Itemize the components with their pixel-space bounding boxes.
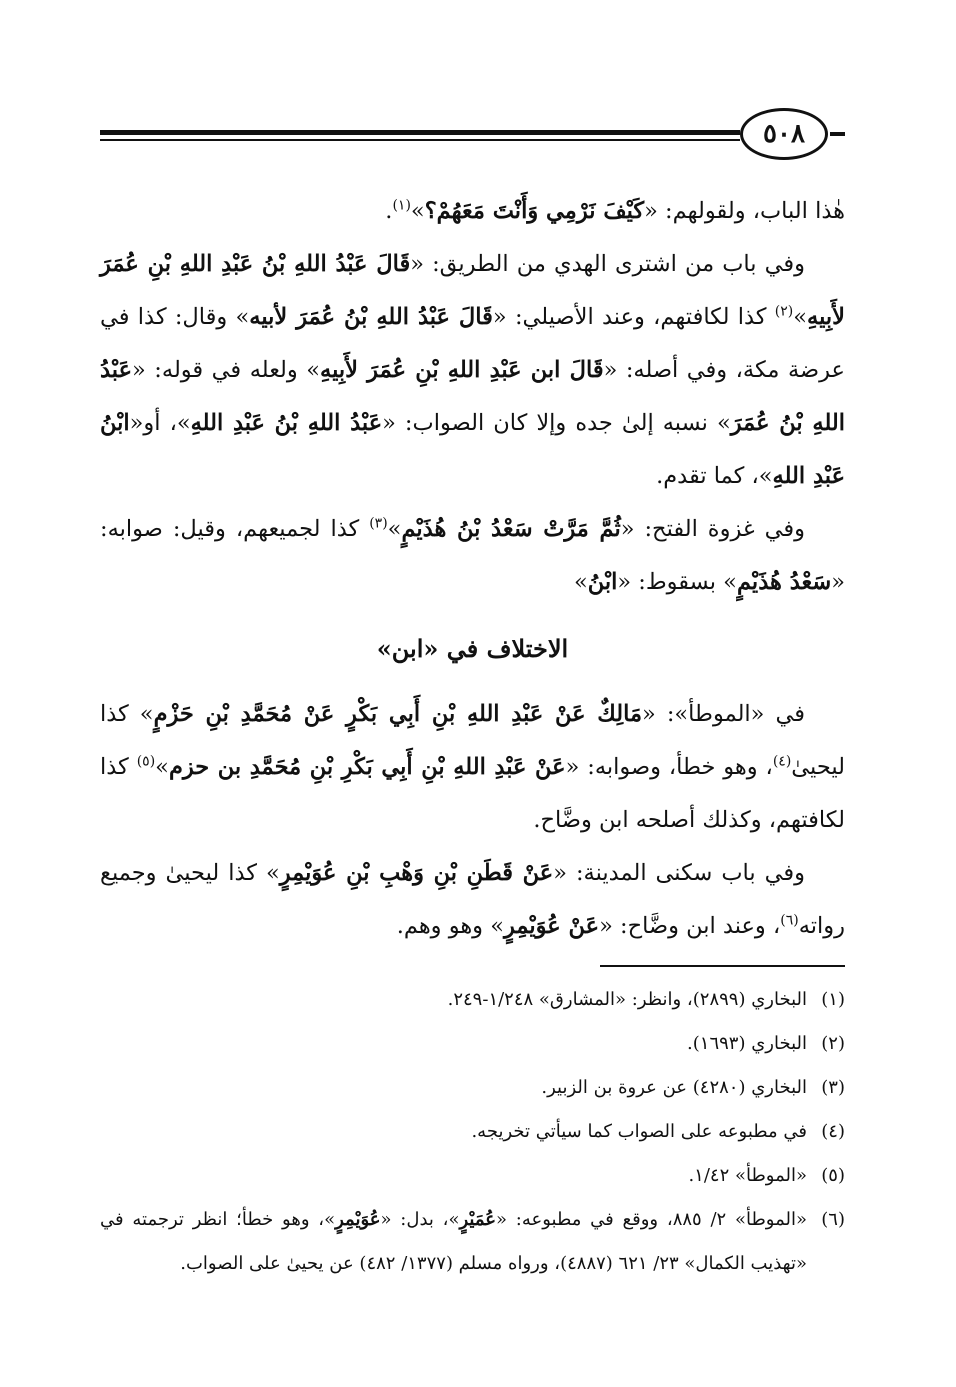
text-run: وفي باب من اشترى الهدي من الطريق: « [410,251,805,277]
footnote-text [100,1110,807,1154]
text-run: »، بدل: « [380,1209,460,1230]
footnote-text [100,1022,807,1066]
footnote [100,1066,845,1110]
quoted-text: قَالَ عَبْدُ اللهِ بْنُ عَبْدِ اللهِ بْنِ عُمَرَ لأَبِيهِ [100,251,845,330]
footnote-number: (٦) [821,1209,845,1230]
text-run: كذا لكافتهم، وعند الأصيلي: « [492,304,775,330]
text-run: ، وعند ابن وضَّاح: « [599,913,781,939]
text-run: البخاري (١٦٩٣). [687,1033,807,1054]
quoted-text: عُوَيْمِرٍ [335,1209,381,1230]
paragraph [100,185,845,238]
text-run: » [410,198,425,224]
page-number: ٥٠٨ [740,108,828,160]
quoted-text: كَيْفَ نَرْمِي وَأَنْتَ مَعَهُمْ؟ [424,198,645,224]
quoted-text: عَنْ قَطَنِ بْنِ وَهْبِ بْنِ عُوَيْمِرٍ [279,860,554,886]
footnote-text [100,1066,807,1110]
quoted-text: عَنْ عُوَيْمِرٍ [503,913,600,939]
text-run: » وقال: كذا في عرضة مكة، وفي أصله: « [100,304,845,383]
quoted-text: مَالِكٌ عَنْ عَبْدِ اللهِ بْنِ أَبِي بَكْرٍ عَنْ مُحَمَّدِ بْنِ حَزْمٍ [153,701,643,727]
main-text [100,185,845,953]
text-run: هٰذا الباب، ولقولهم: « [644,198,845,224]
footnote [100,1198,845,1286]
text-run: » وهو وهم. [396,913,504,939]
text-run: كذا لكافتهم، وكذلك أصلحه ابن وضَّاح. [100,754,845,833]
text-run: البخاري (٤٢٨٠) عن عروة بن الزبير. [541,1077,807,1098]
text-run: » [573,569,588,595]
quoted-text: ابْنُ [587,569,618,595]
footnote-number: (٢) [821,1033,845,1054]
footnote-separator [600,965,845,967]
footnote-number: (٥) [821,1165,845,1186]
footnote-ref: (٢) [774,303,794,320]
header-rule-thick [100,130,740,135]
text-run: »، أو« [129,410,191,436]
footnote-text [100,1154,807,1198]
text-run: في مطبوعه على الصواب كما سيأتي تخريجه. [471,1121,807,1142]
quoted-text: قَالَ ابن عَبْدِ اللهِ بْنِ عُمَرَ لأَبِيهِ [320,357,604,383]
quoted-text: ابْنُ عَبْدِ اللهِ [100,410,845,489]
text-run: » [793,304,808,330]
footnote-ref: (٣) [369,515,388,532]
text-run: . [385,198,393,224]
text-run: » [155,754,169,780]
text-run: » [387,516,402,542]
paragraph [100,238,845,503]
quoted-text: عُمَيْرٍ [459,1209,497,1230]
footnote-text [100,978,807,1022]
text-run: وفي غزوة الفتح: « [620,516,805,542]
text-run: الاختلاف في «ابن» [376,634,569,663]
text-run: » نسبه إلىٰ جده وإلا كان الصواب: « [382,410,731,436]
text-run: » كذا ليحيىٰ وجميع رواته [100,860,845,939]
footnote-ref: (٥) [136,753,156,770]
header-rule-right [830,132,845,136]
footnote-text [100,1198,807,1286]
paragraph [100,503,845,609]
text-run: »، وهو خطأ؛ انظر ترجمته في «تهذيب الكمال» ٢٣/ ٦٢١ (٤٨٨٧)، ورواه مسلم (١٣٧٧/ ٤٨٢) عن يحيىٰ على الصواب. [100,1209,807,1274]
text-run: ، وهو خطأ، وصوابه: « [565,754,773,780]
quoted-text: قَالَ عَبْدُ اللهِ بْنُ عُمَرَ لأبيه [249,304,493,330]
footnote [100,1022,845,1066]
footnote [100,978,845,1022]
page-header [100,108,845,164]
footnote-number: (١) [821,989,845,1010]
text-run: وفي باب سكنى المدينة: « [553,860,805,886]
quoted-text: عَبْدُ اللهِ بْنُ عَبْدِ اللهِ [190,410,383,436]
quoted-text: عَنْ عَبْدِ اللهِ بْنِ أَبِي بَكْرِ بْنِ مُحَمَّدِ بن حزم [168,754,566,780]
footnote-ref: (٦) [780,912,799,929]
text-run: البخاري (٢٨٩٩)، وانظر: «المشارق» ١/٢٤٨-٢٤٩. [447,989,807,1010]
section-heading [100,622,845,675]
text-run: »، كما تقدم. [656,463,773,489]
text-run: كذا لجميعهم، وقيل: صوابه: « [100,516,845,595]
paragraph [100,847,845,953]
text-run: » بسقوط: « [617,569,737,595]
footnote-ref: (١) [392,197,411,214]
footnote-number: (٤) [821,1121,845,1142]
text-run: » كذا ليحيىٰ [100,701,845,780]
paragraph [100,688,845,847]
quoted-text: سَعْدُ هُذَيْمٍ [736,569,832,595]
footnote [100,1110,845,1154]
footnote-ref: (٤) [772,753,792,770]
quoted-text: ثُمَّ مَرَّتْ سَعْدُ بْنُ هُذَيْمٍ [401,516,621,542]
footnotes [100,978,845,1286]
text-run: «الموطأ» ٢/ ٨٨٥، ووقع في مطبوعه: « [496,1209,808,1230]
footnote-number: (٣) [821,1077,845,1098]
header-rule-thin [100,139,740,141]
text-run: «الموطأ» ١/٤٢. [688,1165,807,1186]
footnote [100,1154,845,1198]
text-run: » ولعله في قوله: « [132,357,321,383]
quoted-text: عَبْدُ اللهِ بْنُ عُمَرَ [100,357,846,436]
text-run: في «الموطأ»: « [642,701,805,727]
